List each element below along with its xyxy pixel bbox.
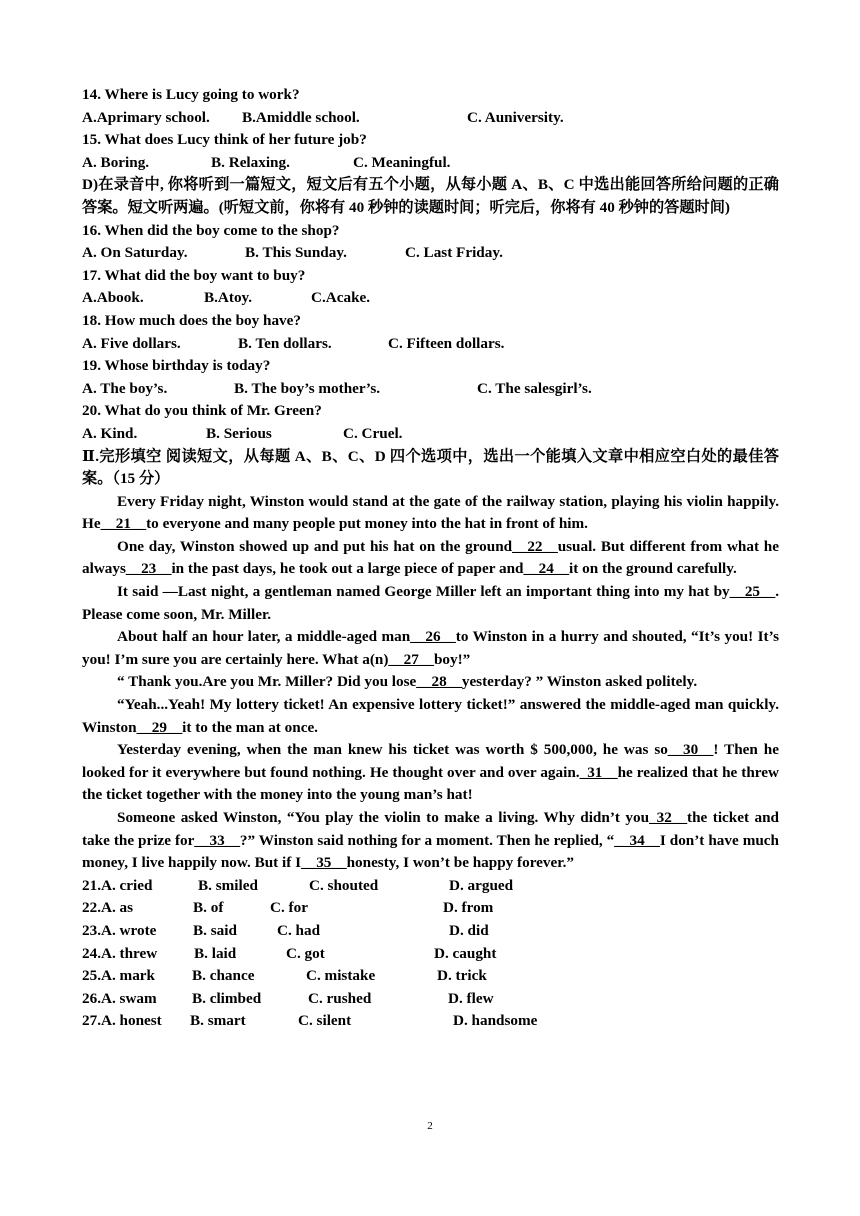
cloze-paragraph-4: About half an hour later, a middle-aged man__26__to Winston in a hurry and shouted, “It’s you! It’s you! I’m sure you are certainly here. What a(n)__27__boy!” [82,628,779,668]
question-16: 16. When did the boy come to the shop? [82,221,340,239]
options-14 [82,107,779,130]
question-17: 17. What did the boy want to buy? [82,266,306,284]
cloze-paragraph-7: Yesterday evening, when the man knew his ticket was worth $ 500,000, he was so__30__! Then he looked for it everywhere but found nothing. He thought over and over again._31__he realized that he threw the ticket together with the money into the young man’s hat! [82,741,779,804]
cloze-paragraph-3: It said —Last night, a gentleman named George Miller left an important thing into my hat by__25__. Please come soon, Mr. Miller. [82,583,779,623]
option-c: C. The salesgirl’s. [477,379,592,397]
blank-22: __22__ [512,537,558,555]
option-c: C. Auniversity. [467,108,564,126]
option-c: C. Cruel. [343,424,403,442]
cloze-paragraph-8: Someone asked Winston, “You play the violin to make a living. Why didn’t you_32__the ticket and take the prize for__33__?” Winston said nothing for a moment. Then he replied, “__34__I don’t have much money, I live happily now. But if I__35__honesty, I won’t be happy forever.” [82,809,779,872]
question-14: 14. Where is Lucy going to work? [82,86,300,103]
cloze-paragraph-5: “ Thank you.Are you Mr. Miller? Did you lose__28__yesterday? ” Winston asked politely. [117,673,698,691]
option-b: B. Ten dollars. [238,334,332,352]
cloze-paragraph-1: Every Friday night, Winston would stand at the gate of the railway station, playing his violin happily. He__21__to everyone and many people put money into the hat in front of him. [82,492,779,533]
blank-24: __24__ [523,560,570,578]
choice-row-24: 24.A. threw B. laid C. got D. caught [82,944,497,962]
option-a: A. The boy’s. [82,379,168,397]
cloze-heading: Ⅱ.完形填空 阅读短文，从每题 A、B、C、D 四个选项中，选出一个能填入文章中相应空白处的最佳答案。（15 分） [82,447,779,488]
option-a: A. Boring. [82,153,150,171]
choice-row-25: 25.A. mark B. chance C. mistake D. trick [82,967,487,985]
blank-32: _32__ [649,809,688,826]
question-15: 15. What does Lucy think of her future job? [82,131,367,149]
blank-26: __26__ [410,628,456,646]
blank-27: __27__ [388,650,434,668]
cloze-paragraph-2: One day, Winston showed up and put his hat on the ground__22__usual. But different from what he always__23__in the past days, he took out a large piece of paper and__24__it on the ground carefully. [82,537,779,578]
option-b: B. The boy’s mother’s. [234,379,381,397]
section-d-instructions: D)在录音中, 你将听到一篇短文，短文后有五个小题，从每小题 A、B、C 中选出能回答所给问题的正确答案。短文听两遍。(听短文前，你将有 40 秒钟的读题时间；听完后，你将有 40 秒钟的答题时间) [82,176,779,216]
option-c: C. Last Friday. [405,244,503,262]
choice-row-22: 22.A. as B. of C. for D. from [82,899,494,917]
options-15 [82,152,779,175]
blank-29: __29__ [136,718,183,736]
options-19 [82,378,779,401]
page-content [82,84,779,1033]
blank-34: __34__ [614,831,660,849]
blank-25: __25__ [729,583,776,601]
blank-30: __30__ [667,741,714,759]
blank-31: _31__ [579,763,618,781]
option-b: B. This Sunday. [245,244,347,262]
blank-23: __23__ [125,560,172,578]
blank-35: __35__ [301,854,347,872]
options-18 [82,333,779,356]
page-number: 2 [427,1120,433,1132]
option-b: B. Serious [206,424,272,442]
choice-row-23: 23.A. wrote B. said C. had D. did [82,921,489,939]
option-a: A.Abook. [82,289,144,307]
question-19: 19. Whose birthday is today? [82,357,271,375]
question-18: 18. How much does the boy have? [82,311,301,329]
choice-row-27: 27.A. honest B. smart C. silent D. handsome [82,1012,538,1030]
option-a: A. Five dollars. [82,334,181,352]
option-c: C. Meaningful. [353,153,451,171]
option-c: C.Acake. [311,289,371,307]
option-a: A.Aprimary school. [82,108,210,126]
blank-28: __28__ [416,673,462,691]
cloze-paragraph-6: “Yeah...Yeah! My lottery ticket! An expensive lottery ticket!” answered the middle-aged man quickly. Winston__29__it to the man at once. [82,696,779,736]
blank-21: __21__ [100,515,147,533]
options-17 [82,287,779,310]
options-20 [82,423,779,446]
option-b: B.Atoy. [204,289,253,307]
options-16 [82,242,779,265]
option-b: B.Amiddle school. [242,108,360,126]
choice-row-26: 26.A. swam B. climbed C. rushed D. flew [82,989,494,1007]
option-c: C. Fifteen dollars. [388,334,505,352]
option-a: A. On Saturday. [82,244,188,262]
choice-row-21: 21.A. cried B. smiled C. shouted D. argued [82,876,514,894]
option-a: A. Kind. [82,424,138,442]
blank-33: __33__ [194,831,240,849]
question-20: 20. What do you think of Mr. Green? [82,402,322,420]
option-b: B. Relaxing. [211,153,290,171]
